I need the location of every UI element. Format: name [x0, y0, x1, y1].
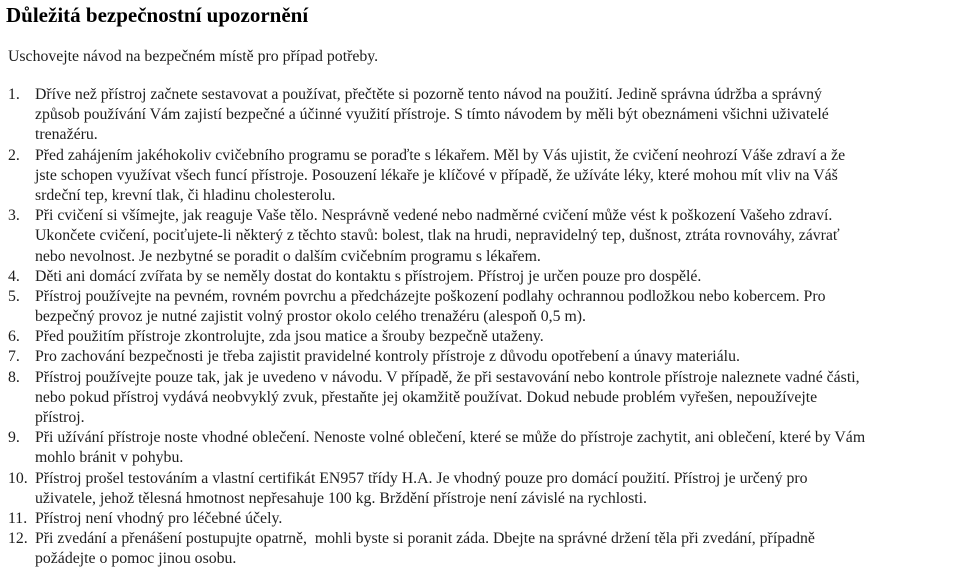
safety-item-5	[0, 287, 960, 327]
item-text-line: nebo nevolnost. Je nezbytné se poradit o dalším cvičebním programu s lékařem.	[35, 247, 541, 265]
safety-item-1	[0, 85, 960, 146]
item-text-line: Přístroj není vhodný pro léčebné účely.	[35, 509, 283, 527]
safety-list	[0, 85, 960, 570]
safety-item-12	[0, 529, 960, 569]
safety-item-4	[0, 267, 960, 287]
item-text-line: Při cvičení si všímejte, jak reaguje Vaše tělo. Nesprávně vedené nebo nadměrné cvičení může vést k poškození Vašeho zdraví.	[35, 207, 833, 225]
page-title: Důležitá bezpečnostní upozornění	[6, 3, 309, 27]
safety-item-8	[0, 368, 960, 429]
safety-item-7	[0, 347, 960, 367]
item-number: 3.	[8, 207, 20, 225]
item-text-line: požádejte o pomoc jinou osobu.	[35, 550, 237, 568]
item-text-line: Děti ani domácí zvířata by se neměly dostat do kontaktu s přístrojem. Přístroj je určen pouze pro dospělé.	[35, 267, 702, 285]
safety-item-6	[0, 327, 960, 347]
item-text-line: Před zahájením jakéhokoliv cvičebního programu se poraďte s lékařem. Měl by Vás ujistit, že cvičení neohrozí Váše zdraví a že	[35, 146, 846, 164]
item-number: 10.	[8, 469, 28, 487]
item-text-line: nebo pokud přístroj vydává neobvyklý zvuk, přestaňte jej okamžitě používat. Dokud nebude problém vyřešen, nepoužívejte	[35, 388, 818, 406]
item-text-line: Pro zachování bezpečnosti je třeba zajistit pravidelné kontroly přístroje z důvodu opotřebení a únavy materiálu.	[35, 348, 740, 366]
item-text-line: způsob používání Vám zajistí bezpečné a účinné využití přístroje. S tímto návodem by měli být obeznámeni všichni uživatelé	[35, 106, 829, 124]
item-text-line: přístroj.	[35, 409, 85, 426]
item-text-line: Přístroj používejte na pevném, rovném povrchu a předcházejte poškození podlahy ochrannou podložkou nebo kobercem. Pro	[35, 287, 826, 305]
safety-item-3	[0, 206, 960, 267]
item-number: 9.	[8, 429, 20, 447]
item-text-line: trenažéru.	[35, 126, 98, 144]
item-text-line: Přístroj používejte pouze tak, jak je uvedeno v návodu. V případě, že při sestavování nebo kontrole přístroje naleznete vadné části,	[35, 368, 860, 386]
item-number: 11.	[8, 509, 28, 527]
item-text-line: bezpečný provoz je nutné zajistit volný prostor okolo celého trenažéru (alespoň 0,5 m).	[35, 308, 586, 326]
item-text-line: Ukončete cvičení, pociťujete-li některý z těchto stavů: bolest, tlak na hrudi, nepravidelný tep, dušnost, ztráta rovnováhy, závrať	[35, 227, 840, 245]
item-number: 1.	[8, 86, 20, 103]
item-text-line: Dříve než přístroj začnete sestavovat a používat, přečtěte si pozorně tento návod na použití. Jedině správna údržba a správný	[35, 86, 822, 103]
item-number: 12.	[8, 530, 28, 548]
safety-item-11	[0, 509, 960, 529]
item-number: 7.	[8, 348, 20, 366]
item-text-line: mohlo bránit v pohybu.	[35, 449, 184, 467]
item-number: 2.	[8, 146, 20, 164]
item-text-line: srdeční tep, krevní tlak, či hladinu cholesterolu.	[35, 186, 336, 204]
safety-item-2	[0, 146, 960, 207]
item-number: 4.	[8, 267, 20, 285]
item-number: 6.	[8, 328, 20, 346]
safety-item-10	[0, 469, 960, 509]
item-number: 5.	[8, 287, 20, 305]
item-text-line: uživatele, jehož tělesná hmotnost nepřesahuje 100 kg. Brždění přístroje není závislé na rychlosti.	[35, 489, 647, 507]
intro-text: Uschovejte návod na bezpečném místě pro případ potřeby.	[8, 48, 379, 65]
item-text-line: Při zvedání a přenášení postupujte opatrně, mohli byste si poranit záda. Dbejte na správné držení těla při zvedání, případně	[35, 530, 815, 548]
safety-item-9	[0, 428, 960, 468]
item-text-line: Při užívání přístroje noste vhodné oblečení. Nenoste volné oblečení, které se může do přístroje zachytit, ani oblečení, které by Vám	[35, 429, 866, 447]
item-text-line: Přístroj prošel testováním a vlastní certifikát EN957 třídy H.A. Je vhodný pouze pro domácí použití. Přístroj je určený pro	[35, 469, 808, 487]
item-number: 8.	[8, 368, 20, 386]
item-text-line: Před použitím přístroje zkontrolujte, zda jsou matice a šrouby bezpečně utaženy.	[35, 328, 544, 346]
item-text-line: jste schopen využívat všech funcí přístroje. Posouzení lékaře je klíčové v případě, že užíváte léky, které mohou mít vliv na Váš	[35, 166, 838, 184]
